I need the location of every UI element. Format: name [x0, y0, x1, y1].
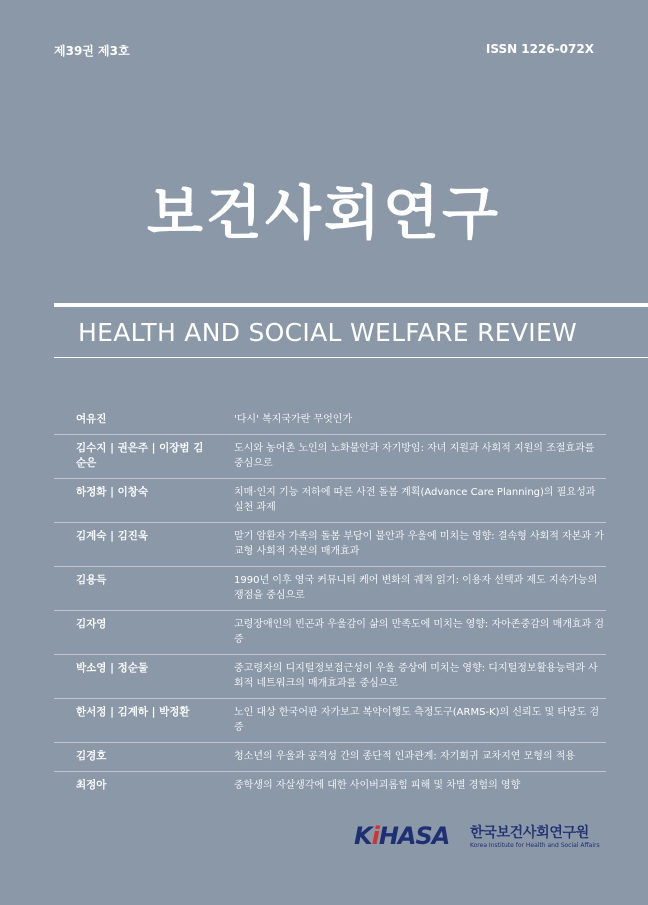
toc-author: 김용득	[76, 574, 107, 586]
toc-author: 박소영 | 정순둘	[76, 662, 149, 674]
toc-author: 최정아	[76, 779, 107, 791]
toc-row	[54, 566, 606, 610]
toc-article-title: 도시와 농어촌 노인의 노화불안과 자기방임: 자녀 지원과 사회적 지원의 조절효과를 중심으로	[234, 443, 595, 469]
toc-row	[54, 654, 606, 698]
toc-author: 김수지 | 권은주 | 이장범 김순은	[76, 442, 204, 469]
logo-institute-name-english: Korea Institute for Health and Social Affairs	[470, 842, 600, 849]
toc-article-title: '다시' 복지국가란 무엇인가	[234, 414, 353, 425]
toc-article-title: 고령장애인의 빈곤과 우울감이 삶의 만족도에 미치는 영향: 자아존중감의 매개효과 검증	[234, 619, 605, 645]
toc-row	[54, 478, 606, 522]
toc-article-title: 말기 암환자 가족의 돌봄 부담이 불안과 우울에 미치는 영향: 결속형 사회적 자본과 가교형 사회적 자본의 매개효과	[234, 531, 604, 557]
toc-author: 김계숙 | 김진욱	[76, 530, 149, 542]
logo-wordmark	[354, 822, 449, 850]
journal-title-korean: 보건사회연구	[146, 179, 502, 247]
title-divider-thick	[54, 303, 648, 307]
toc-row	[54, 742, 606, 771]
toc-article-title: 청소년의 우울과 공격성 간의 종단적 인과관계: 자기회귀 교차지연 모형의 적용	[234, 751, 576, 762]
toc-article-title: 중학생의 자살생각에 대한 사이버괴롭힘 피해 및 차별 경험의 영향	[234, 780, 521, 791]
toc-author: 김자영	[76, 618, 107, 630]
logo-accent-letter: i	[371, 822, 379, 850]
toc-row	[54, 698, 606, 742]
toc-author: 한서정 | 김계하 | 박정환	[76, 706, 190, 718]
toc-author: 김경호	[76, 750, 107, 762]
table-of-contents	[54, 406, 606, 800]
toc-row	[54, 522, 606, 566]
toc-row	[54, 406, 606, 434]
title-divider-thin	[54, 357, 648, 358]
logo-institute-name-korean: 한국보건사회연구원	[470, 825, 590, 841]
volume-issue: 제39권 제3호	[54, 44, 130, 58]
toc-row	[54, 434, 606, 478]
toc-article-title: 중고령자의 디지털정보접근성이 우울 증상에 미치는 영향: 디지털정보활용능력과 사회적 네트워크의 매개효과를 중심으로	[234, 663, 598, 689]
logo-letters-hasa: HASA	[378, 822, 450, 850]
toc-article-title: 1990년 이후 영국 커뮤니티 케어 변화의 궤적 읽기: 이용자 선택과 제도 지속가능의 쟁점을 중심으로	[234, 575, 598, 601]
toc-row	[54, 610, 606, 654]
toc-article-title: 치매·인지 기능 저하에 따른 사전 돌봄 계획(Advance Care Planning)의 필요성과 실천 과제	[234, 487, 596, 513]
toc-row	[54, 771, 606, 800]
toc-article-title: 노인 대상 한국어판 자가보고 복약이행도 측정도구(ARMS-K)의 신뢰도 및 타당도 검증	[234, 707, 600, 733]
issn-number: ISSN 1226-072X	[485, 42, 594, 56]
journal-title-english: HEALTH AND SOCIAL WELFARE REVIEW	[78, 318, 578, 347]
kihasa-logo	[354, 818, 614, 854]
toc-author: 여유진	[76, 413, 107, 425]
logo-letter-k: K	[354, 822, 372, 850]
toc-author: 하정화 | 이창숙	[76, 486, 149, 498]
